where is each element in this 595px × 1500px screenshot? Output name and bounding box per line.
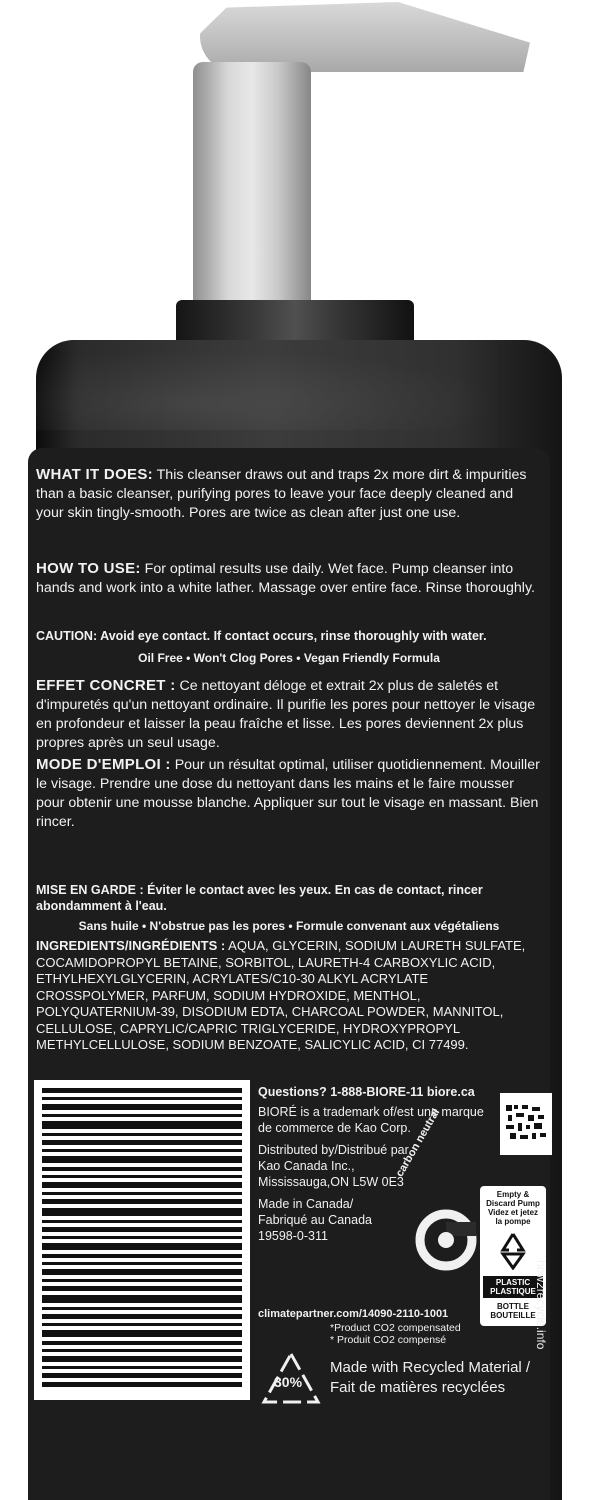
website-link[interactable]: biore.ca [426, 1085, 475, 1099]
co2-en: *Product CO2 compensated [330, 1322, 461, 1334]
what-it-does-section [36, 465, 542, 523]
recycle-bottle: BOTTLE BOUTEILLE [490, 1302, 536, 1320]
mode-emploi-label: MODE D'EMPLOI : [36, 756, 171, 773]
how-to-use-section [36, 559, 542, 598]
caution-section [36, 628, 542, 644]
made-in-fr: Fabriqué au Canada [258, 1213, 372, 1227]
claims-fr: Sans huile • N'obstrue pas les pores • Formule convenant aux végétaliens [78, 919, 500, 933]
recycle-line1: Empty & [496, 1190, 530, 1199]
mise-en-garde-label: MISE EN GARDE : [36, 883, 144, 897]
product-code: 19598-0-311 [258, 1229, 328, 1243]
recycled-fr: Fait de matières recyclées [330, 1379, 506, 1396]
how-to-use-text: For optimal results use daily. Wet face. Pump cleanser into hands and work into a white lather. Massage over entire face. Rinse thoroughly. [36, 561, 535, 596]
questions-line [258, 1084, 475, 1100]
recycle-line2: Discard Pump [486, 1199, 540, 1208]
mise-en-garde-section [36, 882, 542, 914]
recycled-percent: 30% [274, 1374, 303, 1390]
qr-code [500, 1093, 552, 1155]
climate-url: climatepartner.com/14090-2110-1001 [258, 1308, 449, 1320]
distributor-address: Mississauga,ON L5W 0E3 [258, 1175, 404, 1189]
co2-fr: * Produit CO2 compensé [330, 1334, 447, 1346]
effet-concret-section [36, 676, 542, 753]
what-it-does-text: This cleanser draws out and traps 2x more dirt & impurities than a basic cleanser, purifying pores to leave your face deeply cleaned and your skin tingly-smooth. Pores are twice as clean after just one use. [36, 467, 527, 521]
recycle-plastic: PLASTIC PLASTIQUE [483, 1276, 543, 1298]
recycle-line4: la pompe [495, 1217, 531, 1226]
what-it-does-label: WHAT IT DOES: [36, 466, 153, 483]
recycled-en: Made with Recycled Material / [330, 1359, 531, 1376]
ingredients-text: AQUA, GLYCERIN, SODIUM LAURETH SULFATE, COCAMIDOPROPYL BETAINE, SORBITOL, LAURETH-4 CARBOXYLIC ACID, ETHYLHEXYLGLYCERIN, ACRYLATES/C10-30 ALKYL ACRYLATE CROSSPOLYMER, PARFUM, SODIUM HYDROXIDE, MENTHOL, POLYQUATERNIUM-39, DISODIUM EDTA, CHARCOAL POWDER, MANNITOL, CELLULOSE, CAPRYLIC/CAPRIC TRIGLYCERIDE, HYDROXYPROPYL METHYLCELLULOSE, SODIUM BENZOATE, SALICYLIC ACID, CI 77499. [36, 938, 526, 1052]
how-to-use-label: HOW TO USE: [36, 560, 141, 577]
mise-en-garde-text: Éviter le contact avec les yeux. En cas de contact, rincer abondamment à l'eau. [36, 883, 483, 913]
pump-stem [193, 62, 311, 322]
claims-en: Oil Free • Won't Clog Pores • Vegan Friendly Formula [138, 651, 440, 665]
caution-label: CAUTION: [36, 629, 98, 643]
trademark-text: BIORÉ is a trademark of/est une marque de commerce de Kao Corp. [258, 1105, 484, 1135]
ingredients-label: INGREDIENTS/INGRÉDIENTS : [36, 938, 226, 953]
distributed-by: Distributed by/Distribué par [258, 1143, 409, 1157]
mode-emploi-section [36, 755, 542, 832]
effet-concret-label: EFFET CONCRET : [36, 677, 176, 694]
barcode [34, 1080, 250, 1400]
barcode-bars [42, 1088, 242, 1388]
carbon-neutral-icon [400, 1190, 492, 1282]
recycle-line3: Videz et jetez [487, 1208, 539, 1217]
mode-emploi-text: Pour un résultat optimal, utiliser quotidiennement. Mouiller le visage. Prendre une dose du nettoyant dans les mains et le faire mousser pour obtenir une mousse blanche. Appliquer sur tout le visage en massant. Bien rincer. [36, 757, 540, 830]
carbon-neutral-text: carbon neutral [393, 1106, 443, 1179]
made-in-en: Made in Canada/ [258, 1197, 354, 1211]
caution-text: Avoid eye contact. If contact occurs, rinse thoroughly with water. [100, 629, 487, 643]
effet-concret-text: Ce nettoyant déloge et extrait 2x plus de saletés et d'impuretés qu'un nettoyant ordinaire. Il purifie les pores pour nettoyer le visage en profondeur et laisser la peau fraîche et lisse. Les pores deviennent 2x plus propres après un seul usage. [36, 678, 536, 751]
ingredients-section [36, 938, 542, 1054]
barcode-number: 0 62400 19598 4 [16, 1284, 33, 1420]
distributor-name: Kao Canada Inc., [258, 1159, 355, 1173]
questions-phone: Questions? 1-888-BIORE-11 [258, 1085, 424, 1099]
recycle-arrows-icon [493, 1230, 533, 1270]
how2recycle-url: how2recycle.info [534, 1260, 548, 1350]
